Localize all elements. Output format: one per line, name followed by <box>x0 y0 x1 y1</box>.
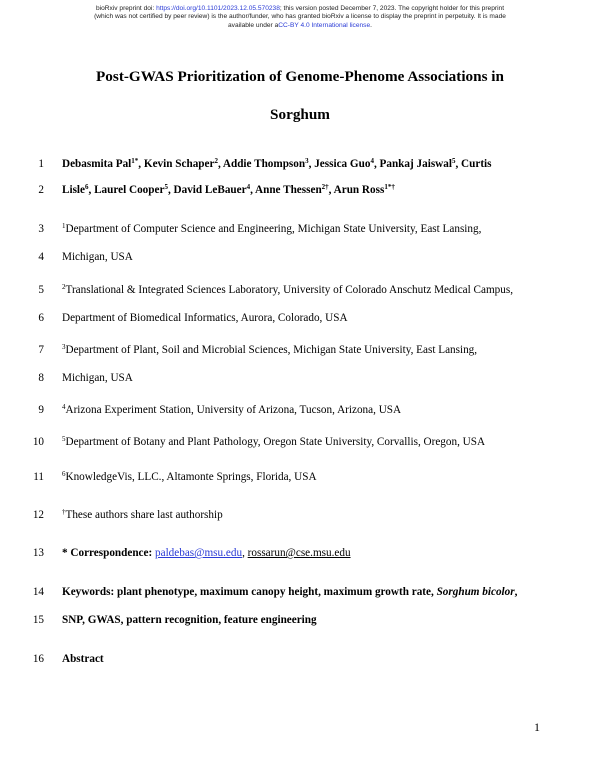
author-affiliation-sup: 2 <box>214 157 218 165</box>
line-number: 15 <box>32 614 44 626</box>
author-affiliation-sup: 6 <box>85 183 89 191</box>
author-name: , Laurel Cooper <box>88 184 165 196</box>
author-list-line-1 <box>62 158 492 170</box>
affiliation-6 <box>62 471 317 483</box>
line-number: 3 <box>38 223 44 235</box>
email-link-rossarun[interactable]: rossarun@cse.msu.edu <box>247 547 351 559</box>
notice-text: (which was not certified by peer review) is the author/funder, who has granted bioRxiv a license to display the preprint in perpetuity. It is made <box>94 13 506 21</box>
line-number: 9 <box>38 404 44 416</box>
shared-authorship-text: These authors share last authorship <box>65 509 223 521</box>
author-name: , Pankaj Jaiswal <box>373 158 452 170</box>
affiliation-sup: 1 <box>62 222 66 230</box>
affiliation-2-cont: Department of Biomedical Informatics, Aurora, Colorado, USA <box>62 312 348 324</box>
abstract-heading: Abstract <box>62 653 104 665</box>
dagger-sup: † <box>62 508 66 516</box>
notice-text: bioRxiv preprint doi: <box>95 5 157 12</box>
notice-text: . <box>370 21 372 29</box>
species-name: Sorghum bicolor <box>436 586 515 598</box>
author-name: , Jessica Guo <box>308 158 371 170</box>
affiliation-text: Translational & Integrated Sciences Laboratory, University of Colorado Anschutz Medical Campus, <box>65 284 513 296</box>
doi-link[interactable]: https://doi.org/10.1101/2023.12.05.570238 <box>156 5 280 12</box>
keywords-line-2: SNP, GWAS, pattern recognition, feature engineering <box>62 614 317 626</box>
affiliation-text: Arizona Experiment Station, University of Arizona, Tucson, Arizona, USA <box>65 404 402 416</box>
correspondence-label: * Correspondence: <box>62 547 153 559</box>
line-number: 14 <box>32 586 44 598</box>
line-number: 2 <box>38 184 44 196</box>
preprint-notice <box>0 5 600 30</box>
paper-title-line-1: Post-GWAS Prioritization of Genome-Phenome Associations in <box>96 68 504 85</box>
affiliation-sup: 2 <box>62 283 66 291</box>
license-link[interactable]: CC-BY 4.0 International license <box>278 21 371 29</box>
affiliation-1-cont: Michigan, USA <box>62 251 133 263</box>
line-number: 13 <box>32 547 44 559</box>
affiliation-text: Department of Botany and Plant Pathology, Oregon State University, Corvallis, Oregon, USA <box>65 436 486 448</box>
author-affiliation-sup: 5 <box>451 157 456 165</box>
line-number: 12 <box>32 509 44 521</box>
email-separator: , <box>242 547 248 559</box>
affiliation-5 <box>62 436 485 448</box>
author-affiliation-sup: 1*† <box>384 183 395 191</box>
line-number: 4 <box>38 251 44 263</box>
correspondence-line <box>62 547 351 559</box>
author-affiliation-sup: 1* <box>131 157 139 165</box>
author-name: Debasmita Pal <box>62 158 132 170</box>
affiliation-2 <box>62 284 513 296</box>
keywords-line-1 <box>62 586 517 598</box>
affiliation-text: Department of Computer Science and Engineering, Michigan State University, East Lansing, <box>65 223 482 235</box>
paper-title-line-2: Sorghum <box>270 106 330 123</box>
affiliation-4 <box>62 404 401 416</box>
author-affiliation-sup: 3 <box>305 157 309 165</box>
email-link-paldebas[interactable]: paldebas@msu.edu <box>155 547 243 559</box>
affiliation-sup: 4 <box>62 403 66 411</box>
affiliation-1 <box>62 223 481 235</box>
affiliation-text: KnowledgeVis, LLC., Altamonte Springs, Florida, USA <box>65 471 317 483</box>
affiliation-sup: 3 <box>62 343 66 351</box>
line-number: 1 <box>38 158 44 170</box>
author-name: , Curtis <box>455 158 492 170</box>
line-number: 6 <box>38 312 44 324</box>
author-name: , David LeBauer <box>167 184 247 196</box>
line-number: 16 <box>32 653 44 665</box>
line-number: 5 <box>38 284 44 296</box>
author-affiliation-sup: 4 <box>370 157 374 165</box>
author-affiliation-sup: 2† <box>321 183 329 191</box>
author-name: Lisle <box>62 184 85 196</box>
line-number: 7 <box>38 344 44 356</box>
affiliation-sup: 6 <box>62 470 66 478</box>
author-affiliation-sup: 5 <box>164 183 168 191</box>
affiliation-3-cont: Michigan, USA <box>62 372 133 384</box>
keywords-text: , <box>514 586 518 598</box>
author-name: , Addie Thompson <box>217 158 306 170</box>
line-number: 10 <box>32 436 44 448</box>
keywords-text: Keywords: plant phenotype, maximum canopy height, maximum growth rate, <box>62 586 437 598</box>
notice-text: ; this version posted December 7, 2023. The copyright holder for this preprint <box>279 5 505 12</box>
line-number: 8 <box>38 372 44 384</box>
affiliation-text: Department of Plant, Soil and Microbial Sciences, Michigan State University, East Lansing, <box>65 344 478 356</box>
affiliation-3 <box>62 344 477 356</box>
author-name: , Anne Thessen <box>250 184 322 196</box>
affiliation-sup: 5 <box>62 435 66 443</box>
line-number: 11 <box>33 471 44 483</box>
author-name: , Kevin Schaper <box>138 158 215 170</box>
author-affiliation-sup: 4 <box>246 183 251 191</box>
author-list-line-2 <box>62 184 395 196</box>
author-name: , Arun Ross <box>328 184 385 196</box>
page-number: 1 <box>534 720 540 734</box>
shared-authorship-note <box>62 509 223 521</box>
notice-text: available under a <box>228 21 279 29</box>
